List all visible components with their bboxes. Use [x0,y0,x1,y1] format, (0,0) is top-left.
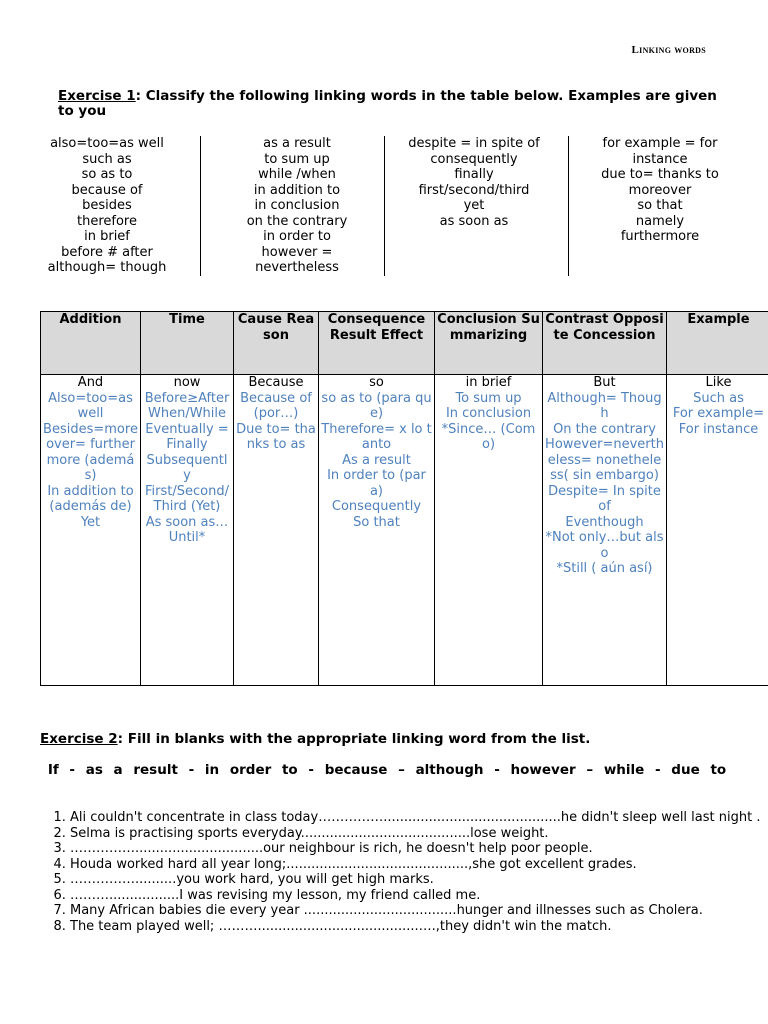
header-addition: Addition [41,312,141,375]
example-word: Besides=moreover= furthermore (además) [43,421,138,483]
cell-contrast [543,375,667,686]
example-word: *Still ( aún así) [556,561,653,576]
word-bank-item: so as to [81,167,133,182]
word-bank-item: before # after [61,244,153,260]
exercise2-word-list: If - as a result - in order to - because – although - however – while - due to [47,762,727,778]
cell-example [667,375,768,686]
example-word: now [173,375,201,390]
word-bank-item: as soon as [439,213,509,229]
list-item: 7. Many African babies die every year .....................................hunger and illnesses such as Cholera. [70,903,768,919]
word-bank-item: instance [632,151,688,167]
word-column-1 [14,136,200,276]
example-word: Eventually = Finally [145,421,229,452]
example-word: Although= Though [547,390,662,421]
header-conclusion: Conclusion Summarizing [435,312,543,375]
list-item: 4. Houda worked hard all year long;............................................,she got excellent grades. [70,857,768,873]
page-header-title: Linking words [631,44,706,56]
list-item: 3. ……………...............................our neighbour is rich, he doesn't help poor people. [70,841,768,857]
word-bank-item: yet [463,198,485,213]
example-word: Such as [693,390,744,406]
example-word: in brief [465,375,512,390]
example-word: Consequently [331,499,422,514]
list-item: 2. Selma is practising sports everyday.........................................lose weight. [70,826,768,842]
word-bank-item: besides [82,198,132,213]
cell-conclusion [435,375,543,686]
word-bank-item: also=too=as well [50,136,164,151]
example-word: Also=too=as well [48,390,133,421]
word-bank-item: on the contrary [246,213,348,229]
word-bank-item: therefore [77,213,137,229]
word-bank-item: first/second/third [418,182,530,198]
example-word: Therefore= x lo tanto [321,421,432,452]
exercise2-sentences [30,810,768,934]
example-word: Due to= thanks to as [236,421,316,452]
example-word: Eventhough [565,514,644,530]
exercise2-title [40,731,590,747]
word-bank-item: in addition to [253,182,341,198]
header-cause-reason: Cause Reason [234,312,319,375]
word-bank-item: to sum up [264,151,330,167]
exercise1-instruction: : Classify the following linking words in the table below. Examples are given to you [58,88,717,119]
table-header-row [41,312,768,375]
example-word: To sum up [455,390,522,406]
column-divider [568,136,569,276]
example-word: so [369,375,384,390]
header-example: Example [667,312,768,375]
word-bank-item: furthermore [620,229,700,244]
cell-addition [41,375,141,686]
word-bank-item: in brief [84,229,130,244]
cell-cause [234,375,319,686]
word-bank-item: as a result [263,136,331,151]
list-item: 1. Ali couldn't concentrate in class today……………...........................................he didn't sleep well last night . [70,810,768,826]
example-word: As a result [342,452,411,468]
example-word: so as to (para que) [321,390,432,421]
list-item: 5. ……………..........you work hard, you will get high marks. [70,872,768,888]
example-word: And [77,375,104,390]
word-bank-item: in conclusion [254,198,340,213]
word-bank-item: while /when [258,167,336,182]
example-word: Subsequently [146,452,228,483]
column-divider [200,136,201,276]
word-bank-item: due to= thanks to [601,167,719,182]
header-contrast: Contrast Opposite Concession [543,312,667,375]
header-time: Time [141,312,234,375]
word-bank-item: finally [454,167,494,182]
cell-consequence [319,375,435,686]
word-bank-item: so that [637,198,683,213]
exercise1-label: Exercise 1 [58,88,136,104]
word-bank-item: consequently [430,151,518,167]
word-bank-item: nevertheless [255,260,339,275]
classification-table [40,311,768,686]
example-word: Because of (por…) [240,390,312,421]
example-word: When/While [147,406,227,421]
example-word: Yet [80,514,101,530]
word-bank-item: in order to [263,229,331,244]
header-consequence: Consequence Result Effect [319,312,435,375]
example-word: In order to (para) [327,468,426,499]
example-word: *Since… (Como) [441,421,536,452]
word-column-4 [574,136,746,245]
example-word: So that [353,514,400,530]
example-word: Like [705,375,732,390]
example-word: In addition to (además de) [47,483,134,514]
example-word: Until* [168,530,206,545]
word-bank-item: however = [261,244,333,260]
example-word: But [593,375,616,390]
word-bank-item: namely [635,213,685,229]
example-word: Because [248,375,304,390]
table-row [41,375,768,686]
exercise2-instruction: : Fill in blanks with the appropriate linking word from the list. [117,731,591,747]
example-word: Before≥After [144,390,230,406]
word-bank-item: because of [71,182,143,198]
list-item: 8. The team played well; ……….......................................….,they didn't win the match. [70,919,768,935]
word-bank-item: such as [82,151,132,167]
word-column-2 [210,136,384,276]
word-bank-item: moreover [628,182,692,198]
word-bank-item: although= though [47,260,167,275]
example-word: On the contrary [553,421,656,437]
column-divider [384,136,385,276]
example-word: First/Second/Third (Yet) [145,483,229,514]
word-bank-item: for example = for [602,136,718,151]
exercise1-title [58,89,718,119]
list-item: 6. ……….................I was revising my lesson, my friend called me. [70,888,768,904]
example-word: As soon as… [145,514,229,530]
word-bank-item: despite = in spite of [408,136,540,151]
example-word: However=nevertheless= nonetheless( sin embargo) [545,437,664,483]
example-word: In conclusion [445,406,532,421]
exercise2-label: Exercise 2 [40,731,118,747]
word-bank [14,136,768,278]
cell-time [141,375,234,686]
example-word: Despite= In spite of [548,483,661,514]
word-column-3 [394,136,554,229]
example-word: For example= For instance [672,406,765,437]
example-word: *Not only…but also [545,530,664,561]
